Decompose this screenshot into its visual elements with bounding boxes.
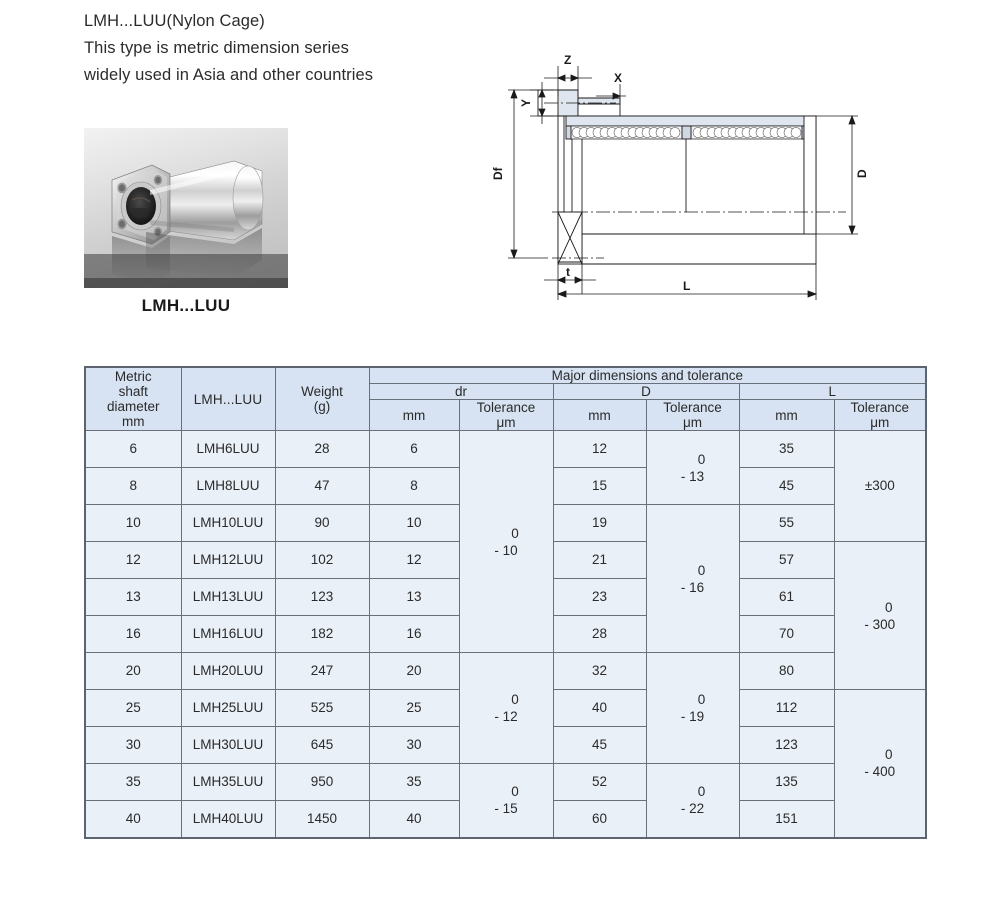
table-header-row-1 (85, 367, 926, 384)
cell-model: LMH35LUU (181, 764, 275, 801)
cell-dr-mm: 12 (369, 542, 459, 579)
col-header-model: LMH...LUU (181, 367, 275, 431)
cell-l-mm: 123 (739, 727, 834, 764)
cell-l-mm: 80 (739, 653, 834, 690)
cell-model: LMH13LUU (181, 579, 275, 616)
cell-model: LMH30LUU (181, 727, 275, 764)
cell-shaft-diameter: 40 (85, 801, 181, 838)
cell-model: LMH10LUU (181, 505, 275, 542)
tolerance-upper: 0 (511, 784, 519, 800)
table-body (85, 431, 926, 838)
tolerance-lower: - 13 (680, 468, 705, 484)
cell-l-mm: 55 (739, 505, 834, 542)
cell-l-mm: 57 (739, 542, 834, 579)
cell-weight: 102 (275, 542, 369, 579)
cell-d-tolerance (646, 431, 739, 505)
cell-d-mm: 15 (553, 468, 646, 505)
cell-l-tolerance (834, 431, 926, 542)
cell-weight: 247 (275, 653, 369, 690)
tolerance-lower: - 300 (864, 616, 896, 632)
cell-dr-mm: 25 (369, 690, 459, 727)
cell-d-mm: 23 (553, 579, 646, 616)
cell-l-mm: 151 (739, 801, 834, 838)
tolerance-lower: - 16 (680, 579, 705, 595)
cell-dr-mm: 10 (369, 505, 459, 542)
cell-l-mm: 112 (739, 690, 834, 727)
dim-label-l: L (683, 279, 691, 293)
product-photo-image (84, 128, 288, 288)
tolerance-upper: 0 (697, 451, 706, 467)
dim-label-x: X (614, 71, 623, 85)
intro-line-2: This type is metric dimension series (84, 39, 349, 57)
cell-l-mm: 61 (739, 579, 834, 616)
dim-label-y: Y (519, 98, 533, 107)
tolerance-upper: 0 (697, 562, 706, 578)
tolerance-upper: 0 (885, 599, 893, 615)
cell-l-tolerance (834, 542, 926, 690)
cell-d-mm: 60 (553, 801, 646, 838)
specification-table (84, 366, 925, 894)
cell-model: LMH6LUU (181, 431, 275, 468)
col-header-l-tolerance: Tolerance μm (834, 400, 926, 431)
tolerance-upper: 0 (511, 692, 519, 707)
cell-d-mm: 21 (553, 542, 646, 579)
col-header-d: D (553, 384, 739, 400)
cell-dr-tolerance (459, 764, 553, 838)
cell-model: LMH8LUU (181, 468, 275, 505)
cell-d-mm: 40 (553, 690, 646, 727)
col-header-major-dimensions: Major dimensions and tolerance (369, 367, 926, 384)
cell-d-mm: 12 (553, 431, 646, 468)
cell-model: LMH12LUU (181, 542, 275, 579)
cell-l-mm: 35 (739, 431, 834, 468)
col-header-d-mm: mm (553, 400, 646, 431)
cell-weight: 1450 (275, 801, 369, 838)
cell-l-mm: 135 (739, 764, 834, 801)
cell-shaft-diameter: 12 (85, 542, 181, 579)
tolerance-upper: 0 (511, 525, 519, 541)
technical-drawing (486, 52, 906, 304)
cell-l-tolerance (834, 690, 926, 838)
tolerance-lower: - 10 (494, 542, 518, 558)
cell-l-mm: 45 (739, 468, 834, 505)
cell-dr-mm: 20 (369, 653, 459, 690)
cell-dr-mm: 30 (369, 727, 459, 764)
table-row (85, 431, 926, 468)
cell-weight: 90 (275, 505, 369, 542)
col-header-d-tolerance: Tolerance μm (646, 400, 739, 431)
col-header-weight: Weight (g) (275, 367, 369, 431)
tolerance-upper: 0 (697, 784, 706, 800)
cell-shaft-diameter: 30 (85, 727, 181, 764)
cell-model: LMH25LUU (181, 690, 275, 727)
dim-label-t: t (566, 265, 570, 279)
col-header-l: L (739, 384, 926, 400)
cell-shaft-diameter: 8 (85, 468, 181, 505)
cell-dr-mm: 40 (369, 801, 459, 838)
cell-d-mm: 19 (553, 505, 646, 542)
col-header-dr-mm: mm (369, 400, 459, 431)
intro-line-3: widely used in Asia and other countries (84, 66, 374, 84)
cell-dr-mm: 8 (369, 468, 459, 505)
cell-dr-mm: 6 (369, 431, 459, 468)
tolerance-lower: - 400 (864, 764, 896, 780)
tolerance-value: ±300 (864, 478, 895, 493)
cell-d-mm: 45 (553, 727, 646, 764)
cell-weight: 645 (275, 727, 369, 764)
cell-d-mm: 32 (553, 653, 646, 690)
cell-d-mm: 28 (553, 616, 646, 653)
cell-shaft-diameter: 16 (85, 616, 181, 653)
product-photo-caption: LMH...LUU (141, 296, 231, 315)
cell-weight: 28 (275, 431, 369, 468)
cell-dr-tolerance (459, 431, 553, 653)
table-row (85, 764, 926, 801)
intro-text-block (84, 8, 373, 89)
tolerance-lower: - 19 (680, 709, 705, 724)
cell-shaft-diameter: 20 (85, 653, 181, 690)
tolerance-lower: - 15 (494, 801, 518, 817)
cell-weight: 182 (275, 616, 369, 653)
dim-label-d: D (855, 169, 869, 178)
cell-model: LMH20LUU (181, 653, 275, 690)
cell-weight: 950 (275, 764, 369, 801)
cell-shaft-diameter: 10 (85, 505, 181, 542)
cell-d-mm: 52 (553, 764, 646, 801)
cell-shaft-diameter: 35 (85, 764, 181, 801)
cell-d-tolerance (646, 764, 739, 838)
cell-dr-mm: 35 (369, 764, 459, 801)
cell-weight: 123 (275, 579, 369, 616)
cell-model: LMH16LUU (181, 616, 275, 653)
cell-dr-tolerance (459, 653, 553, 764)
col-header-dr: dr (369, 384, 553, 400)
intro-line-title: LMH...LUU(Nylon Cage) (84, 12, 265, 30)
cell-weight: 525 (275, 690, 369, 727)
cell-shaft-diameter: 25 (85, 690, 181, 727)
tolerance-upper: 0 (885, 747, 893, 763)
tolerance-lower: - 22 (680, 801, 705, 817)
col-header-l-mm: mm (739, 400, 834, 431)
cell-dr-mm: 16 (369, 616, 459, 653)
tolerance-lower: - 12 (494, 709, 518, 724)
col-header-shaft-diameter: Metric shaft diameter mm (85, 367, 181, 431)
tolerance-upper: 0 (697, 692, 706, 707)
cell-shaft-diameter: 6 (85, 431, 181, 468)
table-row (85, 653, 926, 690)
cell-model: LMH40LUU (181, 801, 275, 838)
dim-label-df: Df (491, 167, 505, 180)
cell-weight: 47 (275, 468, 369, 505)
cell-d-tolerance (646, 505, 739, 653)
col-header-dr-tolerance: Tolerance μm (459, 400, 553, 431)
cell-shaft-diameter: 13 (85, 579, 181, 616)
cell-d-tolerance (646, 653, 739, 764)
cell-l-mm: 70 (739, 616, 834, 653)
cell-dr-mm: 13 (369, 579, 459, 616)
product-photo (84, 128, 288, 288)
dim-label-z: Z (564, 53, 572, 67)
